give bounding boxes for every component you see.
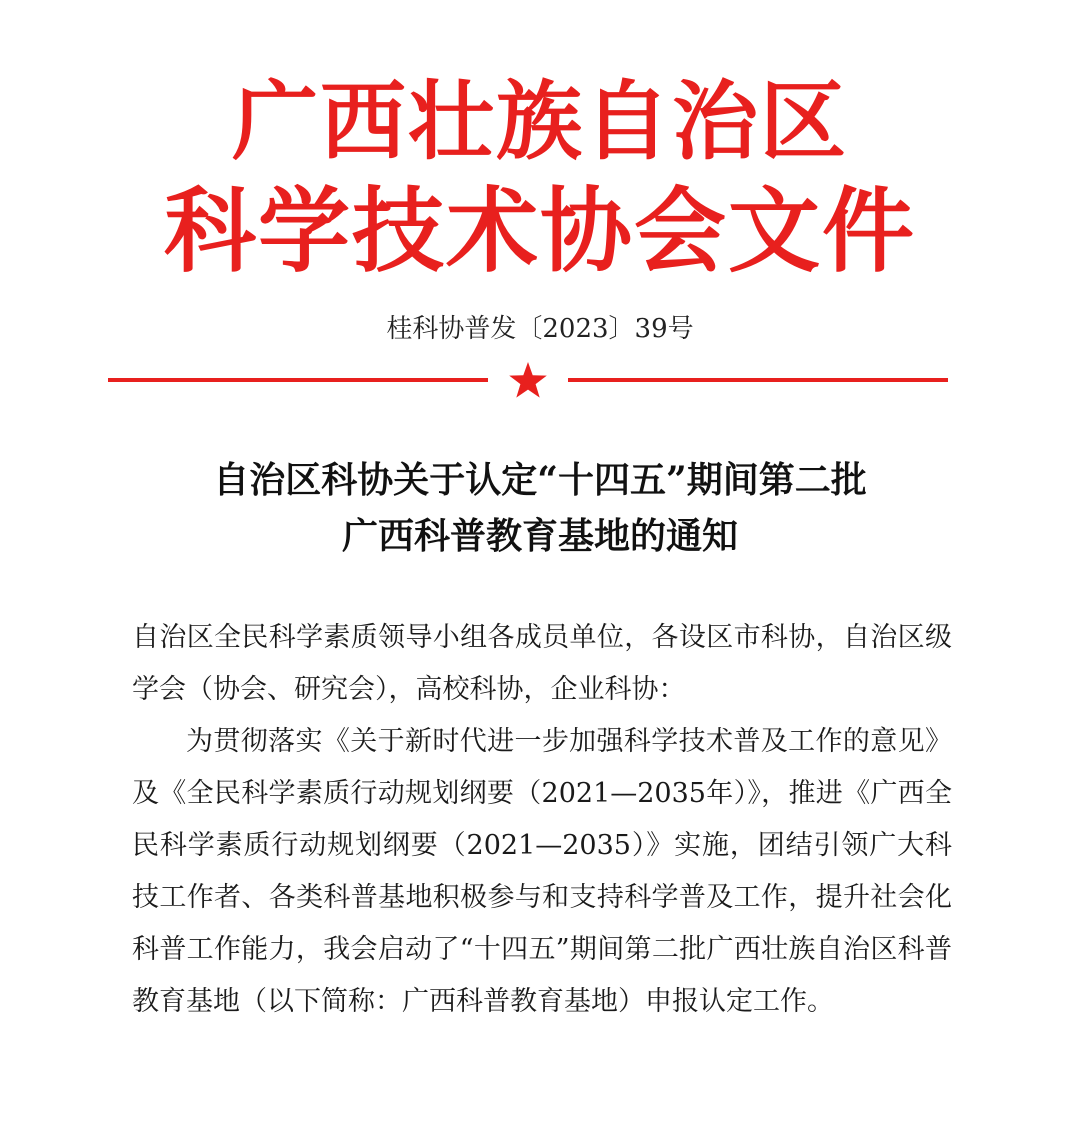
body-paragraph: 为贯彻落实《关于新时代进一步加强科学技术普及工作的意见》及《全民科学素质行动规划纲要（2021—2035年）》，推进《广西全民科学素质行动规划纲要（2021—2035）》实施，团结引领广大科技工作者、各类科普基地积极参与和支持科学普及工作，提升社会化科普工作能力，我会启动了“十四五”期间第二批广西壮族自治区科普教育基地（以下简称：广西科普教育基地）申报认定工作。	[132, 726, 952, 1017]
notice-title-line1: 自治区科协关于认定“十四五”期间第二批	[213, 459, 867, 501]
document-number: 桂科协普发〔2023〕39号	[386, 314, 694, 344]
divider-right	[568, 378, 948, 382]
header-org-name: 广西壮族自治区	[232, 71, 848, 172]
notice-title-line2: 广西科普教育基地的通知	[341, 515, 738, 557]
salutation: 自治区全民科学素质领导小组各成员单位，各设区市科协，自治区级学会（协会、研究会），高校科协，企业科协：	[132, 622, 952, 705]
divider-left	[108, 378, 488, 382]
star-icon	[508, 360, 548, 400]
header-doc-type: 科学技术协会文件	[163, 177, 916, 285]
